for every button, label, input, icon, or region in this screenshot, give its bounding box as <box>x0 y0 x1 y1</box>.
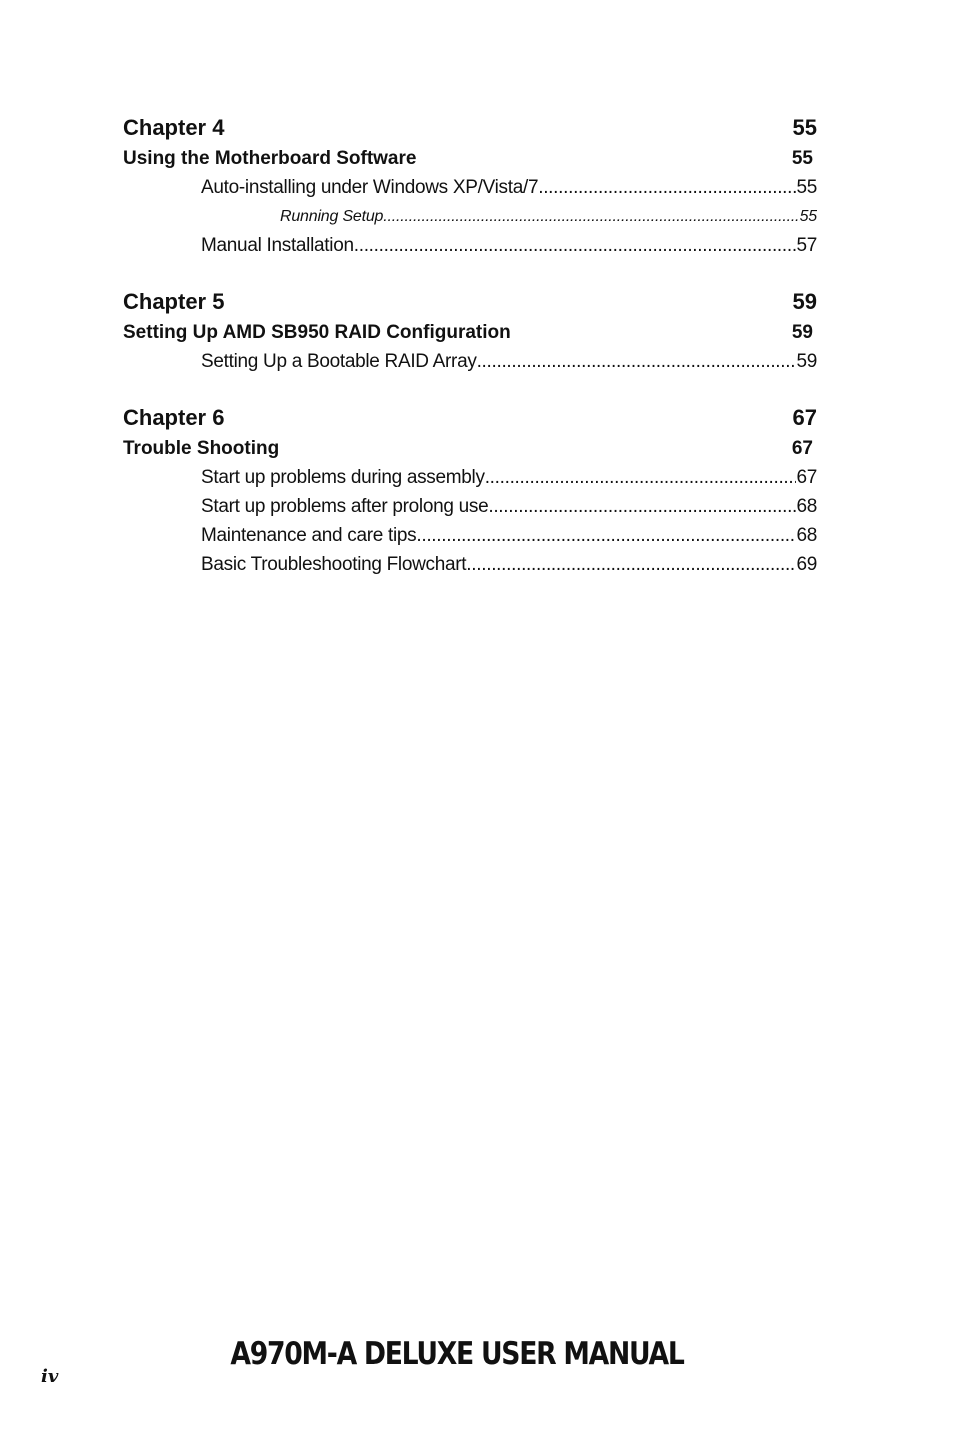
chapter-label: Chapter 6 <box>123 405 225 430</box>
entry-title: Running Setup <box>280 208 384 225</box>
entry-title: Basic Troubleshooting Flowchart <box>201 554 467 575</box>
entry-page: 69 <box>796 554 817 575</box>
chapter-heading[interactable] <box>123 286 817 318</box>
section-title: Using the Motherboard Software <box>123 148 417 169</box>
chapter-label: Chapter 4 <box>123 115 225 140</box>
chapter-label: Chapter 5 <box>123 289 225 314</box>
dot-leader <box>416 521 796 550</box>
toc-entry[interactable] <box>123 550 817 579</box>
dot-leader <box>485 463 797 492</box>
toc-entry[interactable] <box>123 463 817 492</box>
toc-entry[interactable] <box>123 521 817 550</box>
entry-title: Start up problems during assembly <box>201 467 485 488</box>
dot-leader <box>466 550 796 579</box>
dot-leader <box>477 347 797 376</box>
entry-page: 67 <box>796 467 817 488</box>
dot-leader <box>538 173 796 202</box>
chapter-page: 55 <box>792 115 817 140</box>
toc-sub-entry[interactable] <box>123 202 817 231</box>
section-heading[interactable] <box>123 434 817 463</box>
dot-leader <box>383 202 799 231</box>
chapter-heading[interactable] <box>123 402 817 434</box>
toc-entry[interactable] <box>123 231 817 260</box>
entry-page: 55 <box>796 177 817 198</box>
toc-entry[interactable] <box>123 347 817 376</box>
entry-title: Start up problems after prolong use <box>201 496 489 517</box>
entry-title: Maintenance and care tips <box>201 525 417 546</box>
section-heading[interactable] <box>123 144 817 173</box>
table-of-contents <box>123 112 817 605</box>
entry-page: 68 <box>796 496 817 517</box>
manual-title: A970M-A DELUXE USER MANUAL <box>230 1336 684 1372</box>
entry-title: Auto-installing under Windows XP/Vista/7 <box>201 177 539 198</box>
chapter-4 <box>123 112 817 260</box>
dot-leader <box>488 492 796 521</box>
section-page: 55 <box>791 148 813 169</box>
entry-title: Setting Up a Bootable RAID Array <box>201 351 477 372</box>
chapter-page: 67 <box>792 405 817 430</box>
entry-page: 68 <box>796 525 817 546</box>
chapter-5 <box>123 286 817 376</box>
section-page: 59 <box>791 322 813 343</box>
section-title: Setting Up AMD SB950 RAID Configuration <box>123 322 511 343</box>
dot-leader <box>354 231 797 260</box>
section-heading[interactable] <box>123 318 817 347</box>
section-title: Trouble Shooting <box>123 438 280 459</box>
entry-title: Manual Installation <box>201 235 354 256</box>
entry-page: 57 <box>796 235 817 256</box>
chapter-6 <box>123 402 817 579</box>
toc-entry[interactable] <box>123 492 817 521</box>
entry-page: 55 <box>799 208 817 225</box>
chapter-heading[interactable] <box>123 112 817 144</box>
section-page: 67 <box>791 438 813 459</box>
entry-page: 59 <box>796 351 817 372</box>
page-number: iv <box>41 1366 59 1387</box>
toc-entry[interactable] <box>123 173 817 202</box>
chapter-page: 59 <box>792 289 817 314</box>
